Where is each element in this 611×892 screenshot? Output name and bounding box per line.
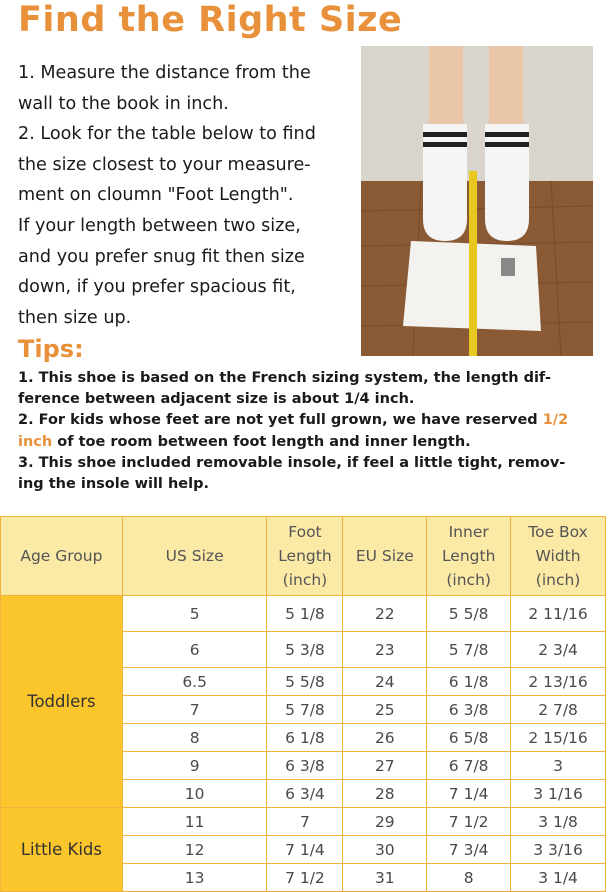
us-size-cell: 5 xyxy=(122,596,267,632)
us-size-cell: 13 xyxy=(122,864,267,892)
header-eu-size: EU Size xyxy=(343,517,427,596)
tip-line: ference between adjacent size is about 1/4 inch. xyxy=(18,391,415,408)
instruction-line: 1. Measure the distance from the xyxy=(18,63,311,83)
header-inner-length: Inner Length (inch) xyxy=(427,517,511,596)
age-group-toddlers: Toddlers xyxy=(1,596,123,808)
eu-size-cell: 23 xyxy=(343,632,427,668)
eu-size-cell: 25 xyxy=(343,696,427,724)
toe-box-width-cell: 3 1/16 xyxy=(511,780,606,808)
inner-length-cell: 5 5/8 xyxy=(427,596,511,632)
us-size-cell: 8 xyxy=(122,724,267,752)
tip-line: 1. This shoe is based on the French sizing system, the length dif- xyxy=(18,370,552,386)
header-age-group: Age Group xyxy=(1,517,123,596)
instruction-line: ment on cloumn "Foot Length". xyxy=(18,185,294,206)
foot-length-cell: 6 1/8 xyxy=(267,724,343,752)
instruction-line: wall to the book in inch. xyxy=(18,93,229,114)
table-header-row xyxy=(1,517,606,596)
toe-box-width-cell: 3 1/4 xyxy=(511,864,606,892)
inner-length-cell: 7 1/2 xyxy=(427,808,511,836)
instruction-line: the size closest to your measure- xyxy=(18,154,311,175)
tip-highlight: inch xyxy=(18,433,53,450)
us-size-cell: 10 xyxy=(122,780,267,808)
toe-box-width-cell: 3 xyxy=(511,752,606,780)
tip-line xyxy=(18,432,598,453)
eu-size-cell: 26 xyxy=(343,724,427,752)
tip-text: 2. For kids whose feet are not yet full grown, we have reserved xyxy=(18,412,543,429)
instruction-line: 2. Look for the table below to find xyxy=(18,124,316,145)
tip-highlight: 1/2 xyxy=(542,412,569,429)
toe-box-width-cell: 3 3/16 xyxy=(511,836,606,864)
inner-length-cell: 7 3/4 xyxy=(427,836,511,864)
foot-length-cell: 5 1/8 xyxy=(267,596,343,632)
instruction-line: and you prefer snug fit then size xyxy=(18,246,305,267)
instruction-line: then size up. xyxy=(18,307,132,328)
us-size-cell: 6 xyxy=(122,632,267,668)
table-row xyxy=(1,808,606,836)
foot-length-cell: 6 3/4 xyxy=(267,780,343,808)
toe-box-width-cell: 2 3/4 xyxy=(511,632,606,668)
tip-text: of toe room between foot length and inner length. xyxy=(52,433,471,450)
us-size-cell: 9 xyxy=(122,752,267,780)
measure-instructions xyxy=(18,58,358,333)
us-size-cell: 11 xyxy=(122,808,267,836)
foot-length-cell: 7 1/2 xyxy=(267,864,343,892)
age-group-little-kids: Little Kids xyxy=(1,808,123,892)
inner-length-cell: 7 1/4 xyxy=(427,780,511,808)
toe-box-width-cell: 3 1/8 xyxy=(511,808,606,836)
instruction-line: If your length between two size, xyxy=(18,215,301,236)
toe-box-width-cell: 2 13/16 xyxy=(511,668,606,696)
page-title: Find the Right Size xyxy=(18,0,403,40)
eu-size-cell: 22 xyxy=(343,596,427,632)
eu-size-cell: 24 xyxy=(343,668,427,696)
foot-length-cell: 5 7/8 xyxy=(267,696,343,724)
size-chart-table xyxy=(0,516,606,892)
foot-length-cell: 6 3/8 xyxy=(267,752,343,780)
tips-list xyxy=(18,368,598,495)
eu-size-cell: 29 xyxy=(343,808,427,836)
foot-length-cell: 5 3/8 xyxy=(267,632,343,668)
tip-line: 3. This shoe included removable insole, if feel a little tight, remov- xyxy=(18,454,566,471)
us-size-cell: 7 xyxy=(122,696,267,724)
eu-size-cell: 27 xyxy=(343,752,427,780)
header-toe-box-width: Toe Box Width (inch) xyxy=(511,517,606,596)
foot-measurement-photo xyxy=(361,46,593,356)
table-row xyxy=(1,596,606,632)
tip-line xyxy=(18,410,598,431)
tip-line: ing the insole will help. xyxy=(18,476,209,493)
toe-box-width-cell: 2 7/8 xyxy=(511,696,606,724)
inner-length-cell: 8 xyxy=(427,864,511,892)
inner-length-cell: 5 7/8 xyxy=(427,632,511,668)
eu-size-cell: 31 xyxy=(343,864,427,892)
inner-length-cell: 6 1/8 xyxy=(427,668,511,696)
foot-length-cell: 5 5/8 xyxy=(267,668,343,696)
inner-length-cell: 6 5/8 xyxy=(427,724,511,752)
tips-heading: Tips: xyxy=(18,335,84,363)
inner-length-cell: 6 7/8 xyxy=(427,752,511,780)
us-size-cell: 6.5 xyxy=(122,668,267,696)
us-size-cell: 12 xyxy=(122,836,267,864)
header-us-size: US Size xyxy=(122,517,267,596)
foot-length-cell: 7 xyxy=(267,808,343,836)
instruction-line: down, if you prefer spacious fit, xyxy=(18,277,296,298)
inner-length-cell: 6 3/8 xyxy=(427,696,511,724)
foot-length-cell: 7 1/4 xyxy=(267,836,343,864)
toe-box-width-cell: 2 11/16 xyxy=(511,596,606,632)
header-foot-length: Foot Length (inch) xyxy=(267,517,343,596)
toe-box-width-cell: 2 15/16 xyxy=(511,724,606,752)
eu-size-cell: 30 xyxy=(343,836,427,864)
eu-size-cell: 28 xyxy=(343,780,427,808)
